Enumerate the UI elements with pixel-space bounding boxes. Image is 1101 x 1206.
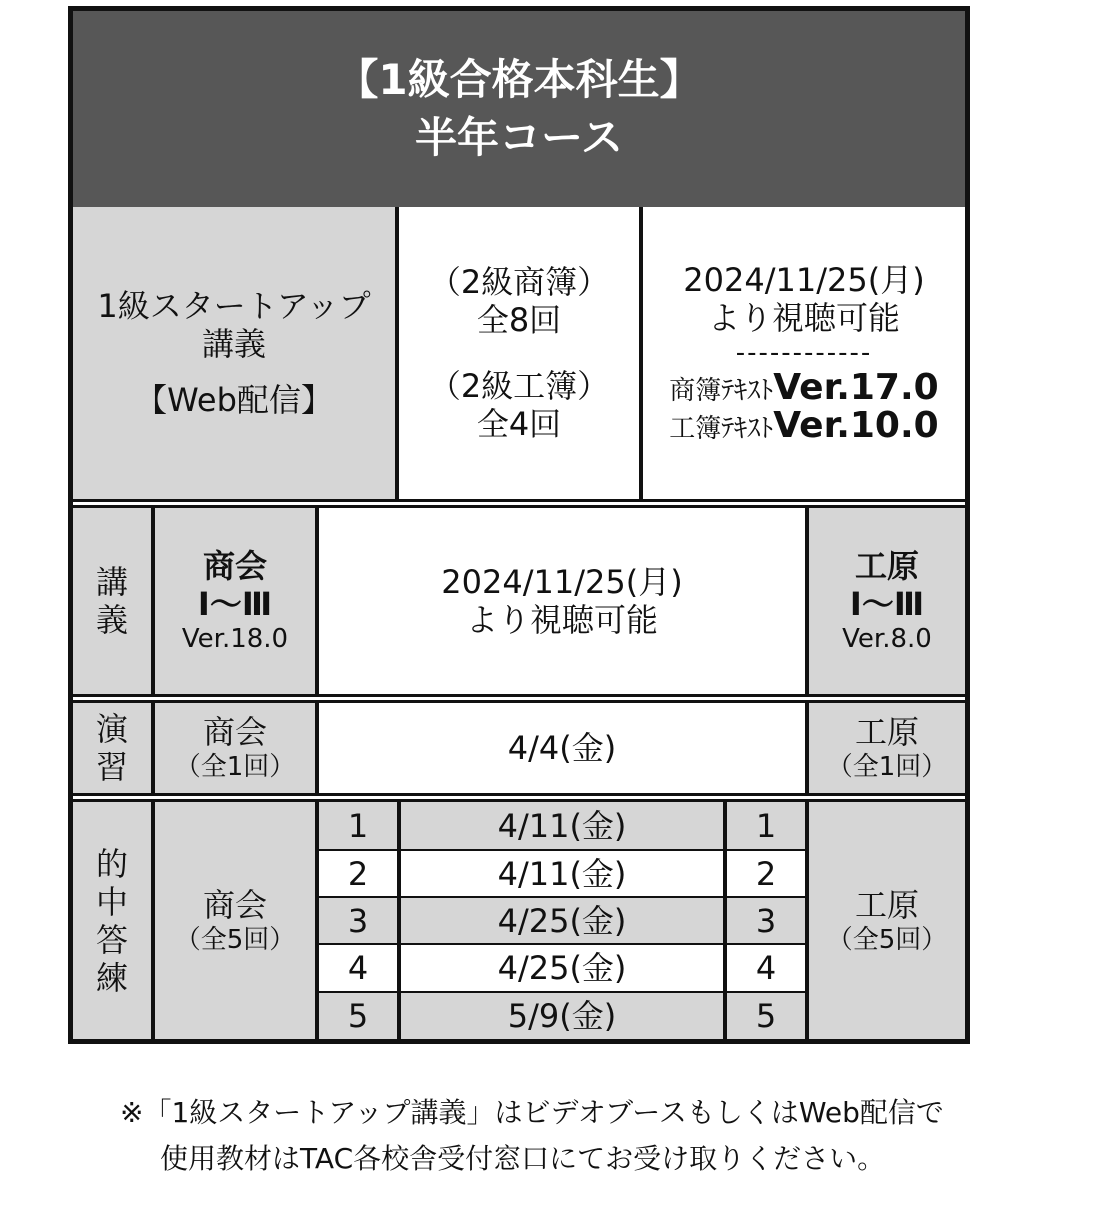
lecture-left-range: Ⅰ～Ⅲ: [197, 585, 273, 623]
drill-left-number-text: 3: [347, 901, 369, 940]
drill-left-number: [315, 943, 397, 991]
kobo-count: 全4回: [476, 405, 562, 443]
practice-date: 4/4(金): [507, 729, 617, 767]
shobo-text-version-row: [669, 369, 938, 407]
drill-date-text: 4/11(金): [497, 806, 627, 845]
lecture-right-range: Ⅰ～Ⅲ: [849, 585, 925, 623]
lecture-label-cell: [73, 508, 151, 694]
drill-left-number: [315, 896, 397, 943]
course-title-line1: 【1級合格本科生】: [336, 55, 702, 104]
lecture-left-subject: 商会: [202, 547, 267, 585]
lecture-availability: より視聴可能: [465, 601, 658, 639]
shobo-text-version: Ver.17.0: [773, 367, 939, 408]
section-divider: [73, 793, 965, 802]
startup-title-line1: 1級スタートアップ: [97, 287, 371, 325]
drill-right-number: [723, 943, 805, 991]
drill-left-number: [315, 849, 397, 896]
drill-left-cell: [151, 802, 315, 1039]
practice-left-cell: [151, 703, 315, 793]
practice-label: 演習: [96, 710, 129, 786]
section-divider: [73, 694, 965, 703]
drill-left-subject: 商会: [202, 885, 267, 924]
dash-divider: ------------: [735, 338, 873, 368]
drill-left-number-text: 2: [347, 854, 369, 893]
lecture-right-cell: [805, 508, 965, 694]
drill-date-text: 4/25(金): [497, 901, 627, 940]
course-title-line2: 半年コース: [415, 113, 623, 162]
practice-center-cell: [315, 703, 805, 793]
kobo-text-version-row: [669, 407, 938, 445]
startup-title-cell: [73, 207, 395, 499]
practice-label-cell: [73, 703, 151, 793]
drill-date-text: 5/9(金): [507, 997, 617, 1035]
startup-sessions-cell: [395, 207, 639, 499]
lecture-right-subject: 工原: [854, 547, 919, 585]
drill-right-subject: 工原: [854, 885, 919, 924]
footnote-line1: ※「1級スタートアップ講義」はビデオブースもしくはWeb配信で: [120, 1096, 944, 1129]
lecture-date: 2024/11/25(月): [441, 563, 683, 601]
practice-right-subject: 工原: [854, 713, 919, 751]
lecture-right-version: Ver.8.0: [842, 624, 932, 654]
practice-left-count: （全1回）: [174, 752, 296, 782]
drill-left-number: [315, 991, 397, 1039]
drill-right-cell: [805, 802, 965, 1039]
lecture-center-cell: [315, 508, 805, 694]
startup-title-line3: 【Web配信】: [135, 381, 333, 419]
kobo-label: （2級工簿）: [428, 367, 610, 405]
practice-left-subject: 商会: [202, 713, 267, 751]
drill-right-number: [723, 896, 805, 943]
startup-title-line2: 講義: [201, 325, 266, 363]
practice-right-count: （全1回）: [826, 752, 948, 782]
footnote-line2: 使用教材はTAC各校舎受付窓口にてお受け取りください。: [160, 1142, 886, 1175]
shobo-text-label: 商簿ﾃｷｽﾄ: [669, 376, 774, 406]
drill-right-number-text: 1: [755, 806, 777, 845]
shobo-label: （2級商簿）: [428, 263, 610, 301]
course-schedule-table: [68, 6, 970, 1044]
drill-date: [397, 896, 723, 943]
drill-right-number: [723, 991, 805, 1039]
startup-availability: より視聴可能: [707, 299, 900, 337]
lecture-left-cell: [151, 508, 315, 694]
drill-left-number-text: 4: [347, 949, 369, 987]
drill-date: [397, 802, 723, 849]
drill-right-number: [723, 849, 805, 896]
drill-date: [397, 943, 723, 991]
drill-right-number-text: 4: [755, 949, 777, 987]
drill-left-number-text: 5: [347, 997, 369, 1035]
startup-date-cell: [639, 207, 965, 499]
drill-right-number-text: 3: [755, 901, 777, 940]
drill-date: [397, 849, 723, 896]
drill-left-number-text: 1: [347, 806, 369, 845]
footnote: [120, 1090, 944, 1182]
drill-date-text: 4/25(金): [497, 949, 627, 987]
shobo-count: 全8回: [476, 301, 562, 339]
drill-right-number-text: 5: [755, 997, 777, 1035]
lecture-left-version: Ver.18.0: [181, 624, 289, 654]
practice-right-cell: [805, 703, 965, 793]
drill-label-cell: [73, 802, 151, 1039]
drill-left-count: （全5回）: [174, 924, 296, 955]
kobo-text-version: Ver.10.0: [773, 405, 939, 446]
drill-left-number: [315, 802, 397, 849]
lecture-label: 講義: [96, 563, 129, 639]
course-title: [73, 11, 965, 207]
drill-date: [397, 991, 723, 1039]
drill-label: 的中答練: [96, 844, 129, 997]
drill-right-number: [723, 802, 805, 849]
startup-date: 2024/11/25(月): [683, 261, 925, 299]
section-divider: [73, 499, 965, 508]
drill-right-count: （全5回）: [826, 924, 948, 955]
drill-date-text: 4/11(金): [497, 854, 627, 893]
kobo-text-label: 工簿ﾃｷｽﾄ: [669, 414, 774, 444]
drill-right-number-text: 2: [755, 854, 777, 893]
